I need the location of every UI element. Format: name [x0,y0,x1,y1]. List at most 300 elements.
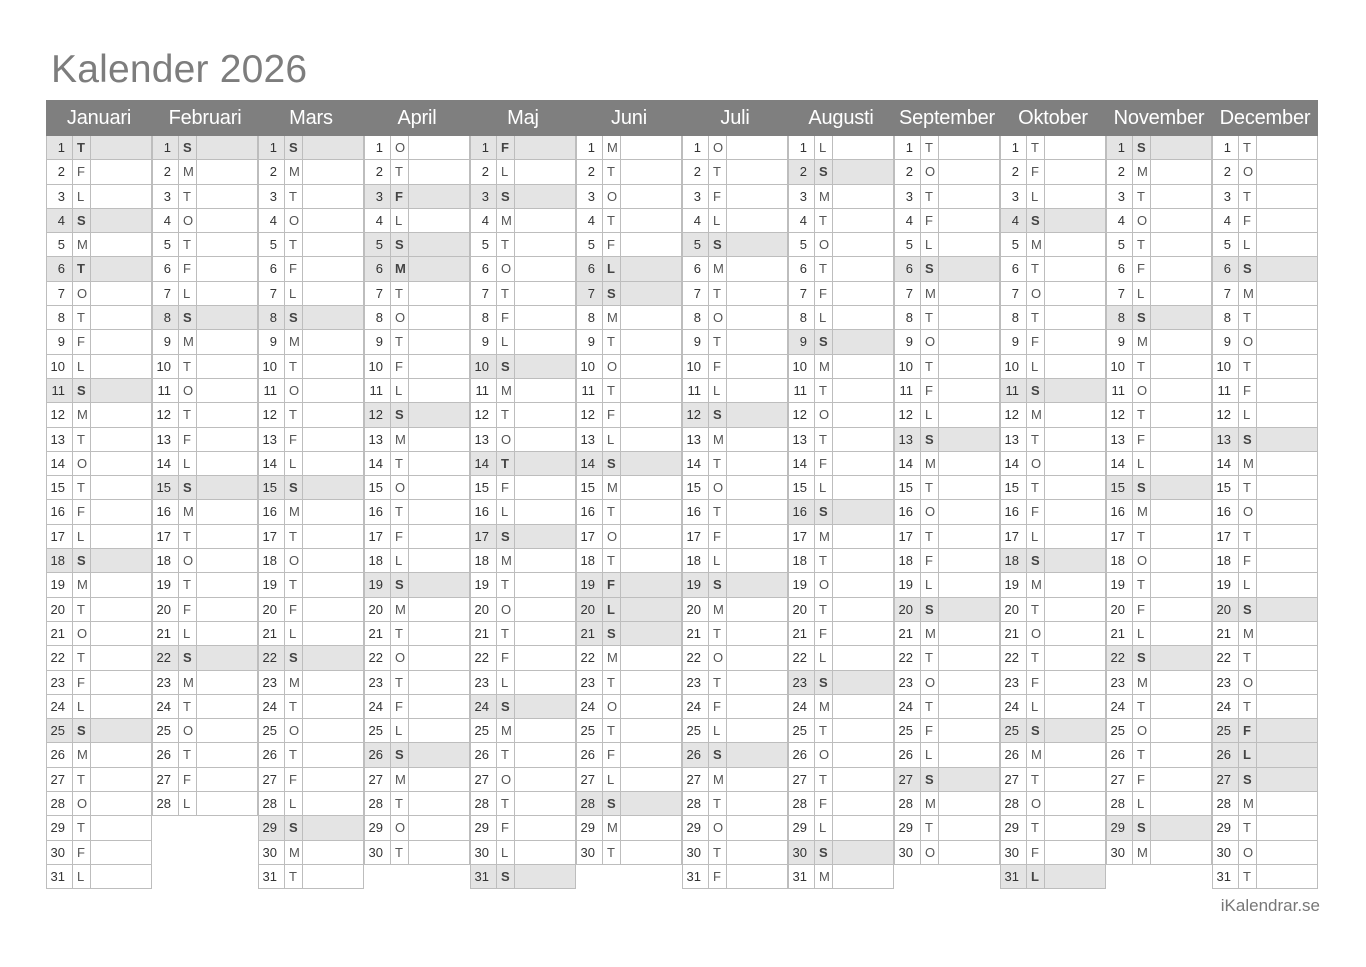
day-number: 26 [895,743,921,766]
weekday-letter: M [1133,841,1151,864]
weekday-letter: O [285,379,303,402]
weekday-letter: F [285,257,303,280]
day-row-holiday [364,185,470,209]
note-cell [1257,452,1317,475]
day-number: 14 [577,452,603,475]
note-cell [409,719,469,742]
note-cell [409,646,469,669]
weekday-letter: L [815,476,833,499]
day-number: 4 [683,209,709,232]
note-cell [91,646,151,669]
weekday-letter: L [709,719,727,742]
day-row [1212,622,1318,646]
day-number: 3 [471,185,497,208]
day-number: 16 [47,500,73,523]
day-number: 9 [47,330,73,353]
month-header: September [894,100,1000,136]
note-cell [303,598,363,621]
day-number: 30 [577,841,603,864]
weekday-letter: T [1239,136,1257,159]
weekday-letter: F [1239,549,1257,572]
note-cell [727,282,787,305]
weekday-letter: M [497,379,515,402]
note-cell [515,452,575,475]
weekday-letter: S [285,816,303,839]
note-cell [515,525,575,548]
day-number: 7 [789,282,815,305]
weekday-letter: O [391,476,409,499]
weekday-letter: S [815,841,833,864]
note-cell [833,695,893,718]
day-number: 22 [153,646,179,669]
day-row [46,598,152,622]
note-cell [197,160,257,183]
day-number: 11 [259,379,285,402]
day-row-holiday [364,743,470,767]
note-cell [1257,306,1317,329]
weekday-letter: O [921,330,939,353]
weekday-letter: S [1239,428,1257,451]
day-number: 22 [1001,646,1027,669]
weekday-letter: M [815,185,833,208]
day-row [894,233,1000,257]
note-cell [91,306,151,329]
day-row [258,695,364,719]
note-cell [833,282,893,305]
day-number: 18 [895,549,921,572]
day-number: 28 [47,792,73,815]
day-row [682,549,788,573]
day-row [152,525,258,549]
note-cell [91,695,151,718]
day-number: 21 [259,622,285,645]
day-number: 19 [1001,573,1027,596]
weekday-letter: L [497,671,515,694]
weekday-letter: F [285,768,303,791]
day-row [1000,816,1106,840]
day-row [894,282,1000,306]
weekday-letter: T [391,160,409,183]
day-row-holiday [894,257,1000,281]
day-row [894,452,1000,476]
note-cell [409,185,469,208]
weekday-letter: O [1239,330,1257,353]
weekday-letter: T [603,719,621,742]
note-cell [727,257,787,280]
note-cell [621,476,681,499]
weekday-letter: S [497,695,515,718]
day-number: 8 [471,306,497,329]
day-number: 19 [47,573,73,596]
day-row [894,330,1000,354]
day-number: 17 [1001,525,1027,548]
note-cell [621,330,681,353]
day-number: 12 [153,403,179,426]
day-row [1000,622,1106,646]
weekday-letter: F [1027,671,1045,694]
note-cell [727,695,787,718]
day-number: 19 [895,573,921,596]
note-cell [409,841,469,864]
day-number: 3 [47,185,73,208]
note-cell [303,233,363,256]
day-number: 30 [895,841,921,864]
weekday-letter: T [815,379,833,402]
weekday-letter: S [1027,549,1045,572]
note-cell [303,160,363,183]
day-row [258,185,364,209]
day-number: 18 [577,549,603,572]
weekday-letter: O [1027,792,1045,815]
note-cell [621,136,681,159]
day-number: 3 [1001,185,1027,208]
day-row [152,573,258,597]
day-row [576,160,682,184]
note-cell [1151,355,1211,378]
note-cell [197,379,257,402]
weekday-letter: T [815,768,833,791]
day-row [152,768,258,792]
weekday-letter: T [815,549,833,572]
day-row [788,549,894,573]
note-cell [303,476,363,499]
day-number: 23 [895,671,921,694]
note-cell [1257,671,1317,694]
weekday-letter: F [1027,330,1045,353]
note-cell [1151,306,1211,329]
day-row [46,428,152,452]
note-cell [1151,646,1211,669]
day-row [894,525,1000,549]
weekday-letter: O [285,549,303,572]
day-number: 10 [259,355,285,378]
note-cell [727,209,787,232]
day-row [364,209,470,233]
day-number: 11 [47,379,73,402]
day-row [1212,525,1318,549]
day-number: 17 [895,525,921,548]
day-number: 23 [153,671,179,694]
note-cell [303,622,363,645]
day-number: 8 [1107,306,1133,329]
day-number: 1 [1107,136,1133,159]
day-number: 26 [1107,743,1133,766]
day-row [682,816,788,840]
day-row [470,379,576,403]
day-row-holiday [682,403,788,427]
note-cell [197,573,257,596]
weekday-letter: S [921,598,939,621]
day-row [894,136,1000,160]
day-number: 9 [1107,330,1133,353]
day-row-holiday [788,500,894,524]
weekday-letter: S [73,549,91,572]
day-row-holiday [788,841,894,865]
day-row [1212,355,1318,379]
day-row-holiday [682,233,788,257]
note-cell [833,476,893,499]
weekday-letter: S [391,403,409,426]
day-number: 23 [365,671,391,694]
day-number: 18 [683,549,709,572]
weekday-letter: T [497,452,515,475]
day-number: 20 [153,598,179,621]
note-cell [197,671,257,694]
note-cell [833,379,893,402]
weekday-letter: M [1027,573,1045,596]
day-row [576,355,682,379]
day-row [1212,695,1318,719]
note-cell [409,428,469,451]
weekday-letter: T [285,695,303,718]
note-cell [197,792,257,815]
note-cell [1257,743,1317,766]
month-header: Mars [258,100,364,136]
day-row [258,355,364,379]
day-row [1212,306,1318,330]
day-row [788,646,894,670]
weekday-letter: O [391,816,409,839]
weekday-letter: M [391,768,409,791]
note-cell [1045,598,1105,621]
day-row [364,306,470,330]
weekday-letter: T [1239,306,1257,329]
day-row [1212,452,1318,476]
weekday-letter: M [1133,330,1151,353]
day-row [152,622,258,646]
note-cell [197,719,257,742]
day-number: 17 [153,525,179,548]
day-number: 25 [47,719,73,742]
day-number: 4 [1001,209,1027,232]
note-cell [1045,476,1105,499]
note-cell [197,695,257,718]
weekday-letter: M [1239,282,1257,305]
weekday-letter: F [921,209,939,232]
note-cell [303,792,363,815]
day-number: 29 [1213,816,1239,839]
note-cell [1045,792,1105,815]
note-cell [1045,622,1105,645]
day-number: 18 [259,549,285,572]
note-cell [939,233,999,256]
note-cell [1151,257,1211,280]
note-cell [1151,622,1211,645]
note-cell [409,598,469,621]
note-cell [939,573,999,596]
weekday-letter: S [815,330,833,353]
note-cell [515,841,575,864]
day-row [1212,209,1318,233]
weekday-letter: F [497,816,515,839]
day-number: 10 [1001,355,1027,378]
weekday-letter: O [603,185,621,208]
day-row [682,160,788,184]
note-cell [91,768,151,791]
day-row-holiday [470,695,576,719]
day-row [788,209,894,233]
note-cell [621,355,681,378]
day-number: 7 [153,282,179,305]
day-number: 15 [1213,476,1239,499]
day-row [682,476,788,500]
weekday-letter: S [921,257,939,280]
day-row [46,671,152,695]
note-cell [727,573,787,596]
weekday-letter: T [603,500,621,523]
weekday-letter: T [1133,403,1151,426]
day-number: 6 [895,257,921,280]
note-cell [621,598,681,621]
note-cell [197,403,257,426]
day-number: 16 [471,500,497,523]
day-number: 28 [1213,792,1239,815]
day-number: 15 [789,476,815,499]
note-cell [1151,549,1211,572]
day-number: 16 [1213,500,1239,523]
day-row [788,573,894,597]
day-number: 2 [1213,160,1239,183]
day-row [1212,403,1318,427]
weekday-letter: M [391,598,409,621]
note-cell [1151,719,1211,742]
note-cell [1151,403,1211,426]
day-row [46,185,152,209]
day-row [470,160,576,184]
day-number: 11 [895,379,921,402]
note-cell [197,476,257,499]
weekday-letter: O [1027,452,1045,475]
note-cell [303,428,363,451]
weekday-letter: O [921,841,939,864]
day-number: 23 [471,671,497,694]
note-cell [515,306,575,329]
day-number: 29 [683,816,709,839]
day-number: 24 [153,695,179,718]
note-cell [1045,160,1105,183]
day-number: 27 [47,768,73,791]
weekday-letter: O [1239,841,1257,864]
note-cell [1257,646,1317,669]
note-cell [727,671,787,694]
day-row [364,816,470,840]
day-number: 10 [1213,355,1239,378]
note-cell [1257,379,1317,402]
day-number: 19 [153,573,179,596]
day-row [1106,355,1212,379]
note-cell [409,500,469,523]
day-row-holiday [1212,598,1318,622]
day-row [1000,841,1106,865]
weekday-letter: O [73,282,91,305]
month-column [258,100,364,889]
day-number: 28 [259,792,285,815]
day-row-holiday [258,306,364,330]
day-row-holiday [788,160,894,184]
note-cell [621,257,681,280]
day-row [152,160,258,184]
note-cell [303,452,363,475]
note-cell [303,743,363,766]
day-row [1106,695,1212,719]
note-cell [515,355,575,378]
day-number: 22 [683,646,709,669]
day-number: 19 [577,573,603,596]
day-row [894,743,1000,767]
month-header: November [1106,100,1212,136]
day-number: 17 [577,525,603,548]
day-row [576,379,682,403]
weekday-letter: S [391,743,409,766]
day-row [1000,695,1106,719]
note-cell [91,428,151,451]
note-cell [727,500,787,523]
day-row [1212,865,1318,889]
note-cell [303,355,363,378]
weekday-letter: T [73,476,91,499]
weekday-letter: T [73,598,91,621]
day-number: 9 [895,330,921,353]
day-row [152,792,258,816]
day-row [788,136,894,160]
note-cell [197,355,257,378]
note-cell [515,816,575,839]
weekday-letter: S [1133,306,1151,329]
day-number: 22 [365,646,391,669]
weekday-letter: F [815,792,833,815]
weekday-letter: T [815,428,833,451]
day-row [152,598,258,622]
note-cell [409,233,469,256]
note-cell [515,743,575,766]
day-row [258,403,364,427]
day-number: 2 [577,160,603,183]
note-cell [727,743,787,766]
day-number: 17 [471,525,497,548]
day-row [470,622,576,646]
day-row [258,428,364,452]
note-cell [1257,865,1317,888]
note-cell [1151,500,1211,523]
day-row [682,330,788,354]
note-cell [409,403,469,426]
note-cell [197,428,257,451]
weekday-letter: M [179,671,197,694]
note-cell [303,695,363,718]
note-cell [91,500,151,523]
day-row [258,233,364,257]
day-number: 10 [577,355,603,378]
day-row-holiday [470,136,576,160]
day-row [152,719,258,743]
day-row-holiday [894,768,1000,792]
weekday-letter: L [709,379,727,402]
weekday-letter: L [815,646,833,669]
day-row [682,525,788,549]
weekday-letter: L [73,695,91,718]
note-cell [91,622,151,645]
weekday-letter: F [497,306,515,329]
weekday-letter: F [391,185,409,208]
day-number: 16 [259,500,285,523]
day-row [682,257,788,281]
day-row [46,233,152,257]
day-number: 22 [1107,646,1133,669]
weekday-letter: F [179,768,197,791]
weekday-letter: O [179,379,197,402]
note-cell [1151,452,1211,475]
day-number: 23 [1213,671,1239,694]
